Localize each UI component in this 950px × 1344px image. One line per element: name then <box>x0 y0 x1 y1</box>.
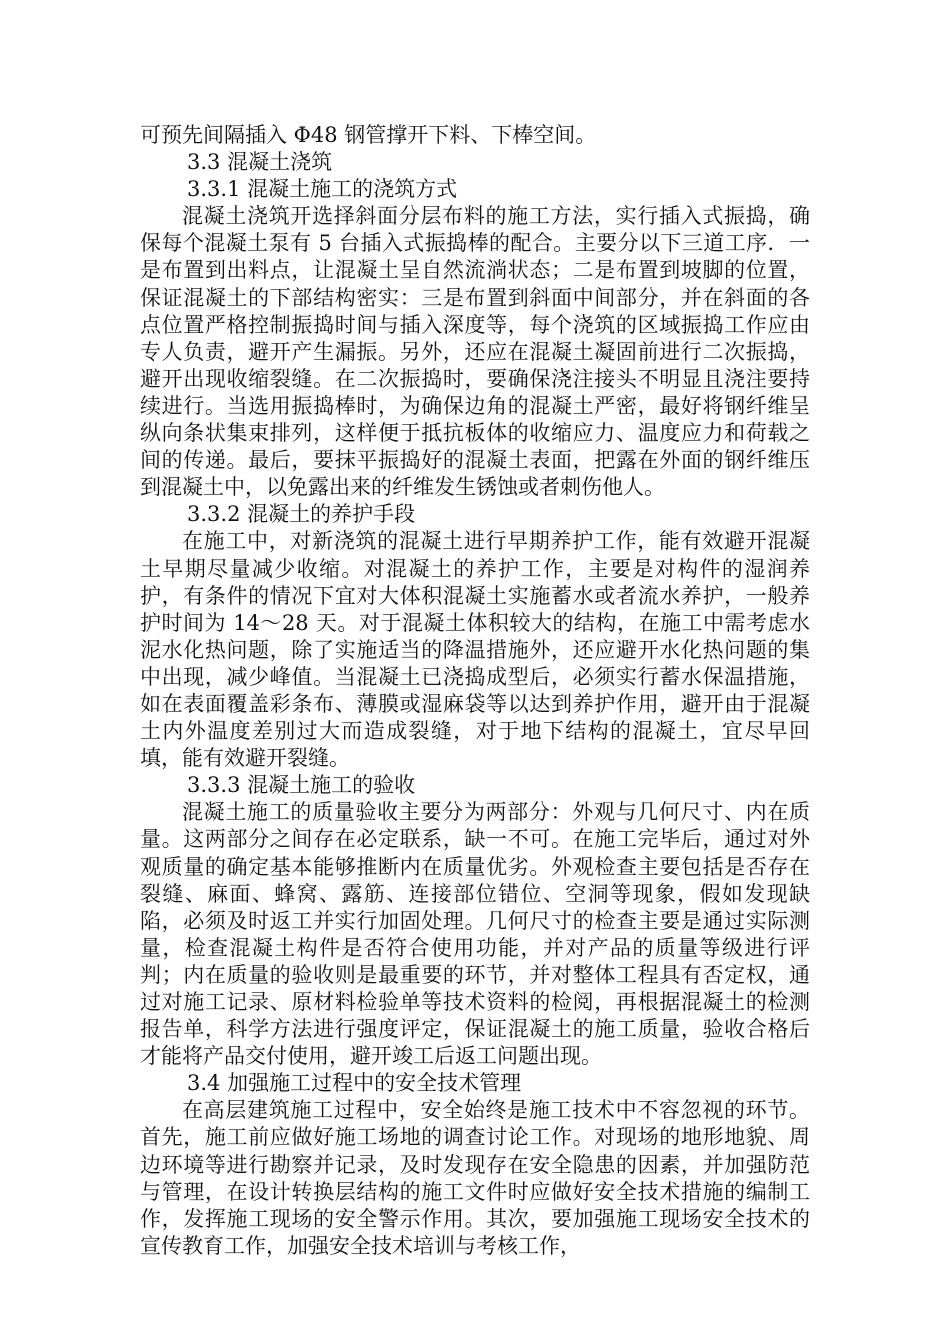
section-heading-3-3-1: 3.3.1 混凝土施工的浇筑方式 <box>187 177 458 202</box>
section-heading-3-3: 3.3 混凝土浇筑 <box>187 150 333 175</box>
paragraph-safety-management: 在高层建筑施工过程中，安全始终是施工技术中不容忽视的环节。首先，施工前应做好施工场地的调查讨论工作。对现场的地形地貌、周边环境等进行勘察并记录，及时发现存在安全隐患的因素，并加强防范与管理，在设计转换层结构的施工文件时应做好安全技术措施的编制工作，发挥施工现场的安全警示作用。其次，要加强施工现场安全技术的宣传教育工作，加强安全技术培训与考核工作， <box>140 1098 810 1258</box>
section-heading-3-3-3: 3.3.3 混凝土施工的验收 <box>187 773 416 798</box>
section-heading-3-4: 3.4 加强施工过程中的安全技术管理 <box>187 1071 522 1096</box>
paragraph-continued: 可预先间隔插入 Φ48 钢管撑开下料、下棒空间。 <box>140 123 597 147</box>
section-heading-3-3-2: 3.3.2 混凝土的养护手段 <box>187 502 416 527</box>
document-page <box>140 122 810 1260</box>
paragraph-acceptance: 混凝土施工的质量验收主要分为两部分：外观与几何尺寸、内在质量。这两部分之间存在必定联系，缺一不可。在施工完毕后，通过对外观质量的确定基本能够推断内在质量优劣。外观检查主要包括是否存在裂缝、麻面、蜂窝、露筋、连接部位错位、空洞等现象，假如发现缺陷，必须及时返工并实行加固处理。几何尺寸的检查主要是通过实际测量，检查混凝土构件是否符合使用功能，并对产品的质量等级进行评判；内在质量的验收则是最重要的环节，并对整体工程具有否定权，通过对施工记录、原材料检验单等技术资料的检阅，再根据混凝土的检测报告单，科学方法进行强度评定，保证混凝土的施工质量，验收合格后才能将产品交付使用，避开竣工后返工问题出现。 <box>140 800 810 1069</box>
paragraph-curing: 在施工中，对新浇筑的混凝土进行早期养护工作，能有效避开混凝土早期尽量减少收缩。对混凝土的养护工作，主要是对构件的湿润养护，有条件的情况下宜对大体积混凝土实施蓄水或者流水养护，一般养护时间为 14～28 天。对于混凝土体积较大的结构，在施工中需考虑水泥水化热问题，除了实施适当的降温措施外，还应避开水化热问题的集中出现，减少峰值。当混凝土已浇捣成型后，必须实行蓄水保温措施，如在表面覆盖彩条布、薄膜或湿麻袋等以达到养护作用，避开由于混凝土内外温度差别过大而造成裂缝，对于地下结构的混凝土，宜尽早回填，能有效避开裂缝。 <box>140 529 810 771</box>
paragraph-pouring-method: 混凝土浇筑开选择斜面分层布料的施工方法，实行插入式振捣，确保每个混凝土泵有 5 台插入式振捣棒的配合。主要分以下三道工序．一是布置到出料点，让混凝土呈自然流淌状态；二是布置到坡脚的位置，保证混凝土的下部结构密实：三是布置到斜面中间部分，并在斜面的各点位置严格控制振捣时间与插入深度等，每个浇筑的区域振捣工作应由专人负责，避开产生漏振。另外，还应在混凝土凝固前进行二次振捣，避开出现收缩裂缝。在二次振捣时，要确保浇注接头不明显且浇注要持续进行。当选用振捣棒时，为确保边角的混凝土严密，最好将钢纤维呈纵向条状集束排列，这样便于抵抗板体的收缩应力、温度应力和荷载之间的传递。最后，要抹平振捣好的混凝土表面，把露在外面的钢纤维压到混凝土中，以免露出来的纤维发生锈蚀或者刺伤他人。 <box>140 204 810 500</box>
